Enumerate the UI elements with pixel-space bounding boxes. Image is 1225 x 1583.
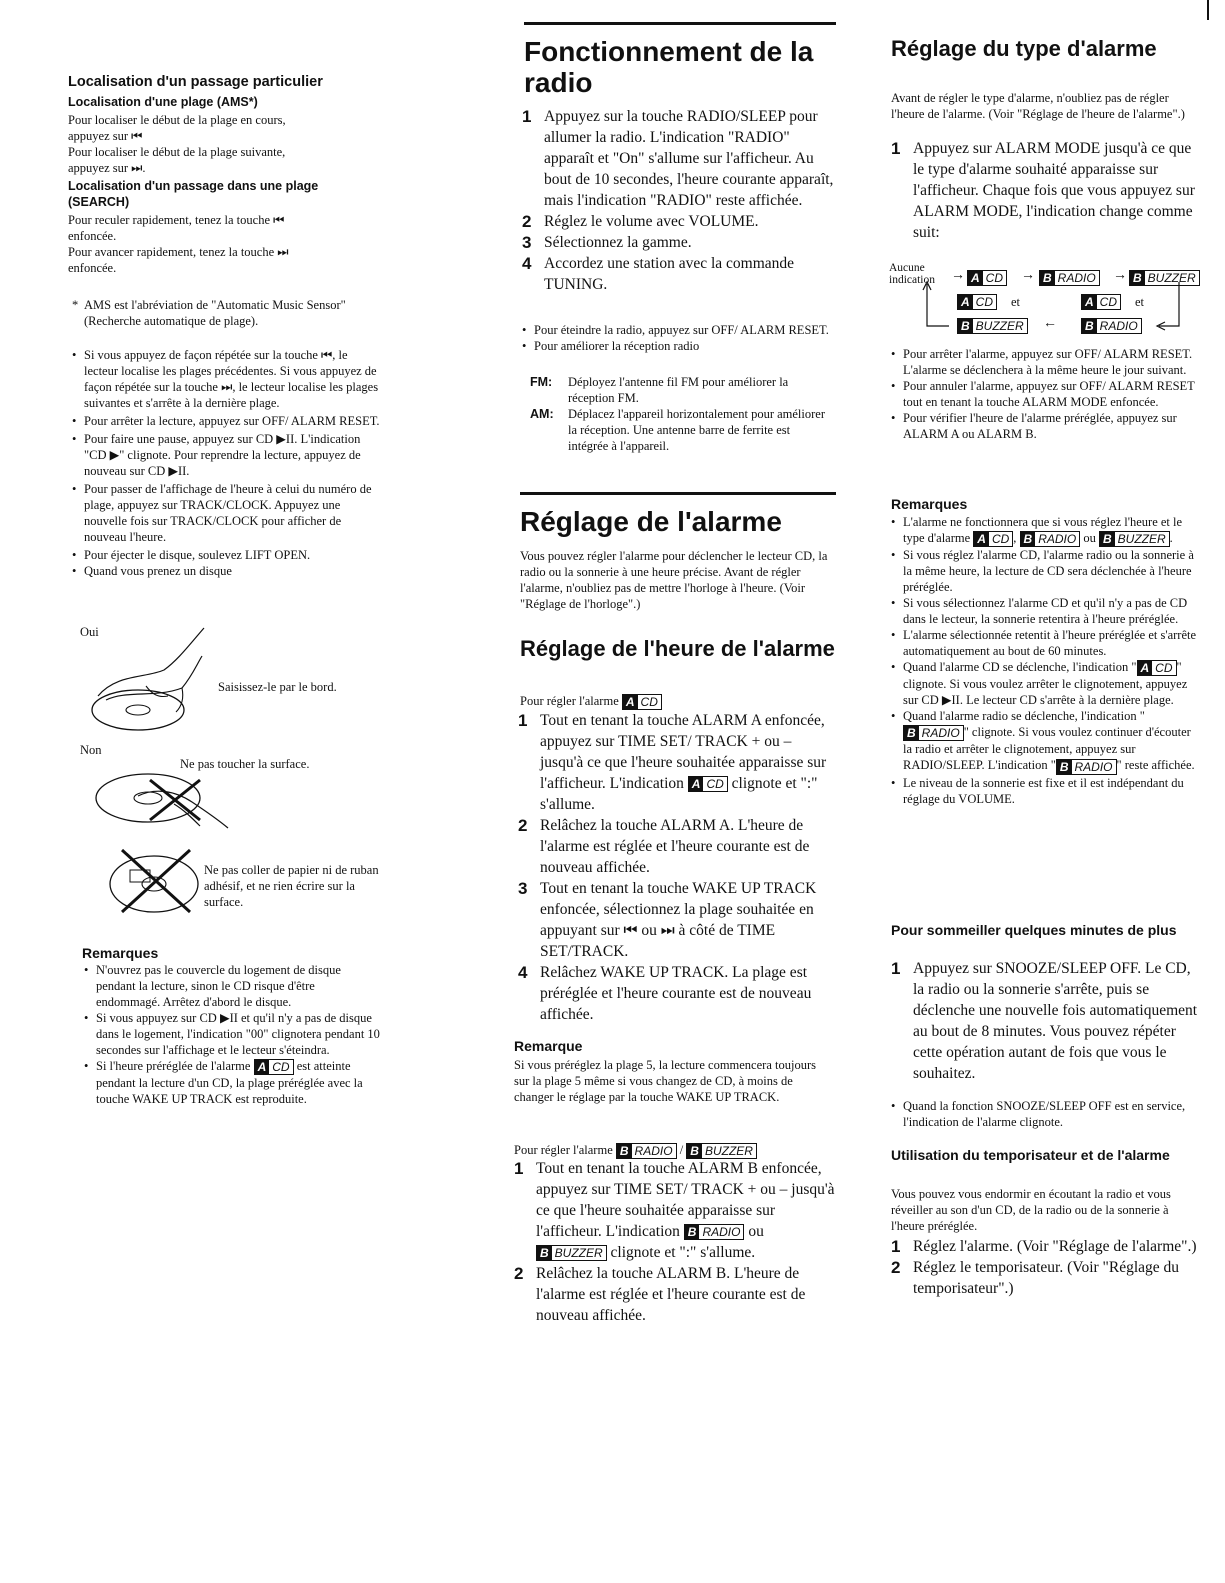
step-number: 1 [891,959,901,978]
indicator-b-radio [1020,531,1081,547]
badge-key: B [687,1144,702,1158]
search-line: enfoncée. [68,261,117,275]
indicator-b-buzzer [1099,531,1170,547]
badge-key: A [689,777,704,791]
pour-regler-a [520,693,662,710]
fm-label: FM: [530,375,553,389]
list-item: • Pour éteindre la radio, appuyez sur OFF/ ALARM RESET. [520,322,832,338]
list-item: • Pour améliorer la réception radio [520,338,832,354]
heading-localisation: Localisation d'un passage particulier [68,74,323,90]
step-text: Tout en tenant la touche ALARM B enfoncée, appuyez sur TIME SET/ TRACK + ou – jusqu'à ce que l'heure souhaitée apparaisse sur l'afficheur. L'indication [536,1160,835,1240]
badge-label: RADIO [1057,271,1096,285]
badge-key: B [1082,319,1097,333]
cycle-connector-lines [887,280,1207,338]
step-text: Relâchez la touche ALARM A. L'heure de l'alarme est réglée et l'heure courante est de nouveau affichée. [540,817,810,876]
label-text: Pour régler l'alarme [520,694,619,708]
remark-text: est atteinte pendant la lecture d'un CD, la plage préréglée avec la touche WAKE UP TRACK est reproduite. [96,1059,363,1107]
step [887,958,1205,1084]
pour-regler-b [514,1142,757,1159]
step-text: Tout en tenant la touche WAKE UP TRACK enfoncée, sélectionnez la plage souhaitée en appuyant sur ⏮ ou ⏭ à côté de TIME SET/TRACK. [540,880,817,960]
step-text: Réglez le volume avec VOLUME. [544,213,759,230]
label-aucune: Aucune indication [889,262,935,286]
ams-line: Pour localiser le début de la plage en cours, [68,113,286,127]
step-text: Réglez l'alarme. (Voir "Réglage de l'alarme".) [913,1238,1197,1255]
disc-no-label-illustration [104,840,204,920]
label-non: Non [80,743,102,757]
badge-label: CD [272,1060,290,1075]
step [514,878,836,962]
list-item: • Quand l'alarme radio se déclenche, l'indication "B RADIO " clignote. Si vous voulez continuer d'écouter la radio et arrêter le clignotement, appuyez sur RADIO/SLEEP. L'indication " B RADIO " reste affichée. [889,708,1201,774]
caption-no-touch: Ne pas toucher la surface. [180,757,310,771]
list-item: • N'ouvrez pas le couvercle du logement de disque pendant la lecture, sinon le CD risque d'être endommagé. Arrêtez d'abord le disque. [82,962,382,1010]
step-text: Sélectionnez la gamme. [544,234,692,251]
list-item: • Pour éjecter le disque, soulevez LIFT OPEN. [70,547,382,563]
snooze-bullets [889,1098,1201,1130]
heading-alarme: Réglage de l'alarme [520,506,782,537]
badge-key: B [1057,760,1072,774]
step-number: 1 [514,1159,524,1178]
list-item: • Pour vérifier l'heure de l'alarme préréglée, appuyez sur ALARM A ou ALARM B. [889,410,1201,442]
list-item: • Quand la fonction SNOOZE/SLEEP OFF est en service, l'indication de l'alarme clignote. [889,1098,1201,1130]
badge-key: A [1138,661,1153,675]
list-item: • Si vous réglez l'alarme CD, l'alarme radio ou la sonnerie à la même heure, la lecture de CD sera déclenchée à l'heure préréglée. [889,547,1201,595]
step-text: Tout en tenant la touche ALARM A enfoncée, appuyez sur TIME SET/ TRACK + ou – jusqu'à ce que l'heure souhaitée apparaisse sur l'afficheur. L'indication [540,712,827,792]
remarque-text: Si vous préréglez la plage 5, la lecture commencera toujours sur la plage 5 même si vous changez de CD, à moins de changer le réglage par la touche WAKE UP TRACK. [514,1058,816,1104]
step [518,106,838,211]
list-item: • Pour arrêter la lecture, appuyez sur OFF/ ALARM RESET. [70,413,382,429]
caption-hold-edge: Saisissez-le par le bord. [218,680,337,694]
step [510,1263,836,1326]
badge-label: BUZZER [554,1246,603,1261]
list-item: • Si vous appuyez de façon répétée sur la touche ⏮, le lecteur localise les plages précédentes. Si vous appuyez de façon répétée sur la touche ⏭, le lecteur localise les plages suivantes et s'arrête à la dernière plage. [70,347,382,411]
heading-heure-alarme: Réglage de l'heure de l'alarme [520,636,835,661]
step-number: 3 [522,233,532,252]
list-item: • L'alarme sélectionnée retentit à l'heure préréglée et s'arrête automatiquement au bout de 60 minutes. [889,627,1201,659]
remark-text: Si l'heure préréglée de l'alarme [96,1059,251,1073]
indicator-a-cd [1137,660,1177,676]
step [887,138,1205,243]
radio-bullets [520,322,832,354]
remark-text: clignote. Si vous voulez arrêter le clignotement, appuyez sur CD ▶II. Le lecteur CD s'arrête à la dernière plage. [903,677,1188,708]
remark-text: Quand l'alarme radio se déclenche, l'indication [903,709,1137,724]
alarm-mode-cycle-diagram [887,262,1207,338]
badge-label: BUZZER [1147,271,1196,285]
search-line: enfoncée. [68,229,117,243]
remarks-list [82,962,382,1107]
scan-edge-mark [1207,0,1209,20]
step-number: 3 [518,879,528,898]
indicator-a-cd [688,776,728,792]
badge-key: A [958,295,973,309]
indicator-b-buzzer [536,1245,607,1261]
indicator-a-cd [973,531,1013,547]
step-text: clignote et ":" s'allume. [540,775,818,813]
caption-no-label: Ne pas coller de papier ni de ruban adhésif, et ne rien écrire sur la surface. [204,863,379,909]
badge-label: CD [706,777,724,792]
step [510,1158,836,1263]
am-label: AM: [530,407,554,421]
step-number: 2 [518,816,528,835]
heading-search: Localisation d'un passage dans une plage (SEARCH) [68,179,319,209]
badge-label: CD [640,695,658,710]
badge-key: A [968,271,983,285]
badge-key: B [537,1246,552,1260]
step-text: clignote et ":" s'allume. [610,1244,756,1261]
list-item: • Quand vous prenez un disque [70,563,382,579]
ams-line: appuyez sur ⏭. [68,161,146,175]
heading-remarques: Remarques [891,496,968,512]
badge-key: B [617,1144,632,1158]
remark-text: Quand l'alarme CD se déclenche, l'indication [903,660,1129,675]
radio-steps [518,106,838,295]
indicator-b-radio [684,1224,745,1240]
arrow-right-icon: → [1113,268,1127,283]
step [514,815,836,878]
badge-key: B [958,319,973,333]
disc-no-touch-illustration [88,766,238,836]
tempo-steps [887,1236,1205,1299]
list-item: • Le niveau de la sonnerie est fixe et il est indépendant du réglage du VOLUME. [889,775,1201,807]
heading-temporisateur: Utilisation du temporisateur et de l'alarme [891,1147,1170,1163]
label-oui: Oui [80,625,99,639]
remark-text: ou [1083,531,1096,545]
step-text: Relâchez la touche ALARM B. L'heure de l'alarme est réglée et l'heure courante est de nouveau affichée. [536,1265,806,1324]
indicator-a-cd [622,694,662,710]
badge-label: BUZZER [1117,532,1166,547]
search-line: Pour reculer rapidement, tenez la touche ⏮ [68,213,285,227]
disc-hold-edge-illustration [86,626,226,736]
label-et: et [1011,295,1021,309]
badge-label: RADIO [921,726,960,741]
alarme-intro: Vous pouvez régler l'alarme pour déclencher le lecteur CD, la radio ou la sonnerie à une heure précise. Avant de régler l'alarme, n'oubliez pas de mettre l'horloge à l'heure. (Voir "Réglage de l'horloge".) [520,549,828,611]
step-text: Relâchez WAKE UP TRACK. La plage est préréglée et l'heure courante est de nouveau affichée. [540,964,812,1023]
separator: / [679,1143,684,1157]
badge-label: BUZZER [975,319,1024,333]
step [887,1236,1205,1257]
badge-key: A [623,695,638,709]
remarks-list [889,514,1201,807]
badge-key: B [904,726,919,740]
step-text: Réglez le temporisateur. (Voir "Réglage du temporisateur".) [913,1259,1180,1297]
snooze-step [887,958,1205,1084]
section-rule [520,492,836,495]
step-number: 4 [522,254,532,273]
heading-ams: Localisation d'une plage (AMS*) [68,95,258,109]
ams-footnote [70,297,384,329]
footnote-marker: * [72,298,79,312]
step-number: 1 [891,1237,901,1256]
type-step [887,138,1205,243]
indicator-b-radio [1056,759,1117,775]
step-text: Appuyez sur ALARM MODE jusqu'à ce que le type d'alarme souhaité apparaisse sur l'afficheur. Chaque fois que vous appuyez sur ALARM MODE, l'indication change comme suit: [913,140,1195,241]
arrow-right-icon: → [951,268,965,283]
fm-row [530,374,830,406]
ams-line: appuyez sur ⏮ [68,129,143,143]
section-rule [524,22,836,25]
badge-label: RADIO [1074,759,1113,774]
playback-bullets [70,347,382,579]
badge-label: RADIO [634,1144,673,1159]
label-text: Pour régler l'alarme [514,1143,613,1157]
list-item: • L'alarme ne fonctionnera que si vous réglez l'heure et le type d'alarme A CD , B RADIO ou B BUZZER . [889,514,1201,547]
remark-text: reste affichée. [1124,758,1195,773]
badge-label: CD [991,532,1010,547]
remark-text: L'alarme ne fonctionnera que si vous réglez l'heure et le type d'alarme [903,515,1183,545]
heading-snooze: Pour sommeiller quelques minutes de plus [891,922,1177,938]
indicator-b-buzzer [686,1143,757,1159]
badge-label: CD [1099,295,1118,309]
step-text: Appuyez sur la touche RADIO/SLEEP pour allumer la radio. L'indication "RADIO" apparaît et "On" s'allume sur l'afficheur. Au bout de 10 secondes, l'heure courante apparaît, mais l'indication "RADIO" reste affichée. [544,108,834,209]
badge-label: CD [1155,661,1173,676]
badge-key: A [1082,295,1097,309]
ams-line: Pour localiser le début de la plage suivante, [68,145,286,159]
search-line: Pour avancer rapidement, tenez la touche ⏭ [68,245,289,259]
list-item: • Quand l'alarme CD se déclenche, l'indication " A CD " clignote. Si vous voulez arrêter le clignotement, appuyez sur CD ▶II. Le lecteur CD s'arrête à la dernière plage. [889,659,1201,708]
list-item: • Pour faire une pause, appuyez sur CD ▶II. L'indication "CD ▶" clignote. Pour reprendre la lecture, appuyez de nouveau sur CD ▶II. [70,431,382,479]
badge-key: B [685,1225,700,1239]
search-text [68,212,386,276]
badge-key: A [255,1060,270,1074]
badge-label: RADIO [1099,319,1138,333]
badge-label: CD [975,295,994,309]
indicator-a-cd [254,1059,294,1075]
heading-remarque: Remarque [514,1038,583,1054]
alarm-a-steps [514,710,836,1025]
badge-label: CD [985,271,1004,285]
step-number: 2 [514,1264,524,1283]
type-bullets [889,346,1201,442]
fm-text: Déployez l'antenne fil FM pour améliorer la réception FM. [568,375,789,405]
label-et: et [1135,295,1145,309]
arrow-left-icon: ← [1043,316,1057,331]
am-row [530,406,830,454]
badge-key: B [1100,532,1115,546]
remark-text: clignote. Si vous voulez continuer d'écouter la radio et arrêter le clignotement, appuyez sur RADIO/SLEEP. L'indication [903,725,1191,773]
footnote-text: AMS est l'abréviation de "Automatic Music Sensor" (Recherche automatique de plage). [84,298,346,328]
step-text: Appuyez sur SNOOZE/SLEEP OFF. Le CD, la radio ou la sonnerie s'arrête, puis se déclenche une nouvelle fois automatiquement au bout de 8 minutes. Vous pouvez répéter cette opération autant de fois que vous le souhaitez. [913,960,1198,1082]
list-item: • Si vous appuyez sur CD ▶II et qu'il n'y a pas de disque dans le logement, l'indication "00" clignotera pendant 10 secondes sur l'affichage et le lecteur s'éteindra. [82,1010,382,1058]
step-text: ou [748,1223,764,1240]
step [518,253,838,295]
list-item [82,1058,382,1107]
list-item: • Pour annuler l'alarme, appuyez sur OFF/ ALARM RESET tout en tenant la touche ALARM MODE enfoncée. [889,378,1201,410]
badge-label: RADIO [1038,532,1077,547]
step-text: Accordez une station avec la commande TUNING. [544,255,795,293]
step-number: 1 [891,139,901,158]
am-text: Déplacez l'appareil horizontalement pour améliorer la réception. Une antenne barre de ferrite est intégrée à l'appareil. [568,407,825,453]
step [514,962,836,1025]
list-item: • Si vous sélectionnez l'alarme CD et qu'il n'y a pas de CD dans le lecteur, la sonnerie retentira à l'heure préréglée. [889,595,1201,627]
indicator-b-radio [616,1143,677,1159]
step-number: 1 [518,711,528,730]
step-number: 2 [522,212,532,231]
badge-key: B [1021,532,1036,546]
alarm-b-steps [510,1158,836,1326]
indicator-b-radio [903,725,964,741]
step-number: 2 [891,1258,901,1277]
badge-key: B [1040,271,1055,285]
tempo-intro: Vous pouvez vous endormir en écoutant la radio et vous réveiller au son d'un CD, de la radio ou de la sonnerie à l'heure préréglée. [891,1187,1171,1233]
heading-radio: Fonctionnement de la radio [524,36,814,98]
step [518,211,838,232]
arrow-right-icon: → [1021,268,1035,283]
heading-remarques: Remarques [82,945,159,961]
heading-type-alarme: Réglage du type d'alarme [891,36,1157,61]
badge-key: A [974,532,989,546]
badge-key: B [1130,271,1145,285]
badge-label: BUZZER [704,1144,753,1159]
ams-text [68,112,386,176]
band-tips [530,374,830,454]
step-number: 1 [522,107,532,126]
type-intro: Avant de régler le type d'alarme, n'oubliez pas de régler l'heure de l'alarme. (Voir "Réglage de l'heure de l'alarme".) [891,91,1185,121]
list-item: • Pour passer de l'affichage de l'heure à celui du numéro de plage, appuyez sur TRACK/CLOCK. Appuyez une nouvelle fois sur TRACK/CLOCK pour afficher de nouveau l'heure. [70,481,382,545]
list-item: • Pour arrêter l'alarme, appuyez sur OFF/ ALARM RESET. L'alarme se déclenchera à la même heure le jour suivant. [889,346,1201,378]
step [514,710,836,815]
step [518,232,838,253]
step [887,1257,1205,1299]
step-number: 4 [518,963,528,982]
badge-label: RADIO [702,1225,741,1240]
